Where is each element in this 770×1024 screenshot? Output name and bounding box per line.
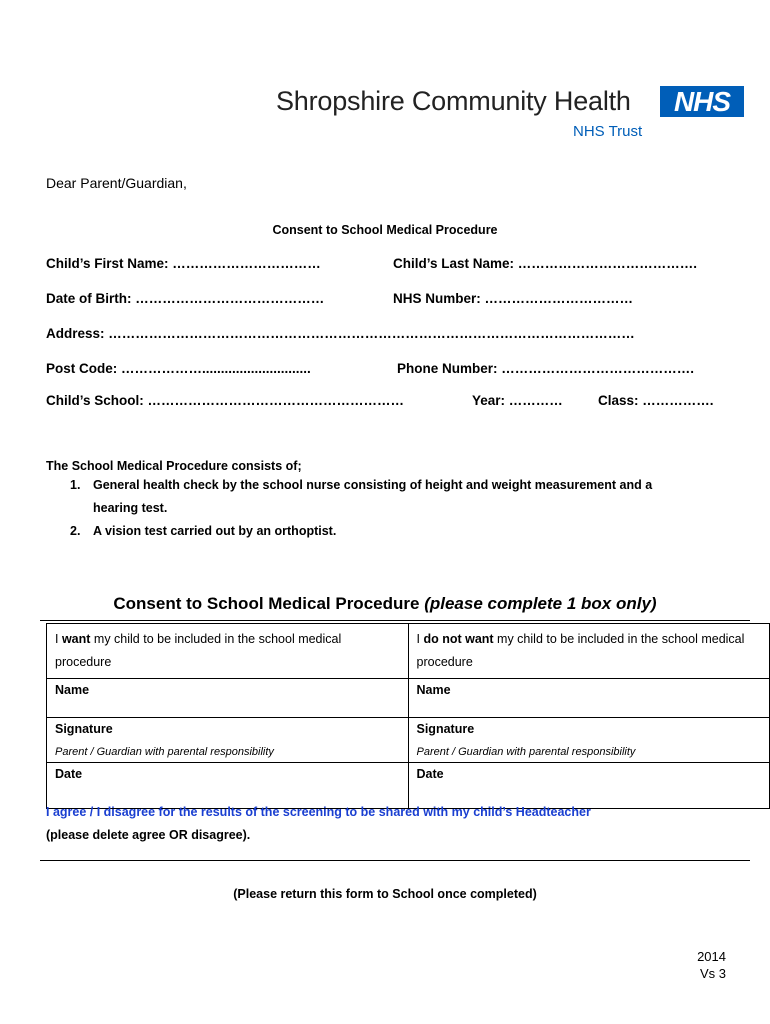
phone-field[interactable]: Phone Number: …………………………………….: [397, 361, 695, 376]
left-name-field[interactable]: [47, 679, 409, 718]
right-signature-label: Signature: [416, 722, 475, 736]
left-signature-label: Signature: [55, 722, 113, 736]
nhs-number-field[interactable]: NHS Number: ……………………………: [393, 291, 634, 306]
consent-title: [0, 594, 770, 614]
consent-table: [46, 623, 770, 809]
consent-title-note: (please complete 1 box only): [424, 594, 657, 613]
left-date-field[interactable]: [47, 763, 409, 809]
want-emphasis: want: [61, 632, 91, 646]
list-number-2: 2.: [70, 524, 81, 538]
want-rest: my child to be included in the school medical procedure: [55, 632, 342, 669]
procedure-item-1-cont: hearing test.: [93, 501, 168, 515]
version-block: [697, 948, 726, 982]
left-signature-note: Parent / Guardian with parental responsibility: [55, 746, 274, 758]
nhs-logo: NHS: [660, 86, 744, 117]
agreement-statement[interactable]: I agree / I disagree for the results of the screening to be shared with my child’s Headteacher: [46, 805, 591, 819]
right-signature-note: Parent / Guardian with parental responsibility: [416, 746, 636, 758]
agreement-instruction: (please delete agree OR disagree).: [46, 828, 251, 842]
right-date-field[interactable]: [408, 763, 770, 809]
dob-field[interactable]: Date of Birth: ……………………………………: [46, 291, 325, 306]
divider-top: [40, 620, 750, 621]
left-date-label: Date: [55, 767, 83, 781]
school-field[interactable]: Child’s School: …………………………………………………: [46, 393, 405, 408]
divider-bottom: [40, 860, 750, 861]
right-name-label: Name: [416, 683, 451, 697]
nhs-trust-label: NHS Trust: [573, 123, 643, 140]
do-not-want-option[interactable]: [408, 624, 770, 679]
consent-title-text: Consent to School Medical Procedure: [113, 594, 420, 613]
return-note: (Please return this form to School once completed): [233, 887, 537, 901]
procedure-item-1: General health check by the school nurse consisting of height and weight measurement and a: [93, 478, 653, 492]
version-year: 2014: [697, 949, 726, 964]
right-date-label: Date: [416, 767, 444, 781]
first-name-field[interactable]: Child’s First Name: ……………………………: [46, 256, 321, 271]
right-name-field[interactable]: [408, 679, 770, 718]
greeting: Dear Parent/Guardian,: [46, 175, 187, 191]
last-name-field[interactable]: Child’s Last Name: ………………………………….: [393, 256, 698, 271]
not-want-emphasis: do not want: [423, 632, 494, 646]
want-prefix: I: [55, 632, 62, 646]
left-signature-field[interactable]: [47, 718, 409, 763]
post-code-field[interactable]: Post Code: ……………….............................: [46, 361, 311, 376]
form-title: Consent to School Medical Procedure: [272, 223, 498, 237]
list-number-1: 1.: [70, 478, 81, 492]
want-option[interactable]: [47, 624, 409, 679]
right-signature-field[interactable]: [408, 718, 770, 763]
year-field[interactable]: Year: …………: [472, 393, 563, 408]
left-name-label: Name: [55, 683, 90, 697]
version-number: Vs 3: [699, 966, 726, 981]
address-field[interactable]: Address: ………………………………………………………………………………………………………: [46, 326, 635, 341]
org-name: Shropshire Community Health: [276, 86, 631, 116]
procedure-intro: The School Medical Procedure consists of;: [46, 459, 302, 473]
class-field[interactable]: Class: …………….: [598, 393, 714, 408]
procedure-item-2: A vision test carried out by an orthoptist.: [93, 524, 337, 538]
not-want-rest: my child to be included in the school medical procedure: [416, 632, 745, 669]
not-want-prefix: I: [416, 632, 424, 646]
